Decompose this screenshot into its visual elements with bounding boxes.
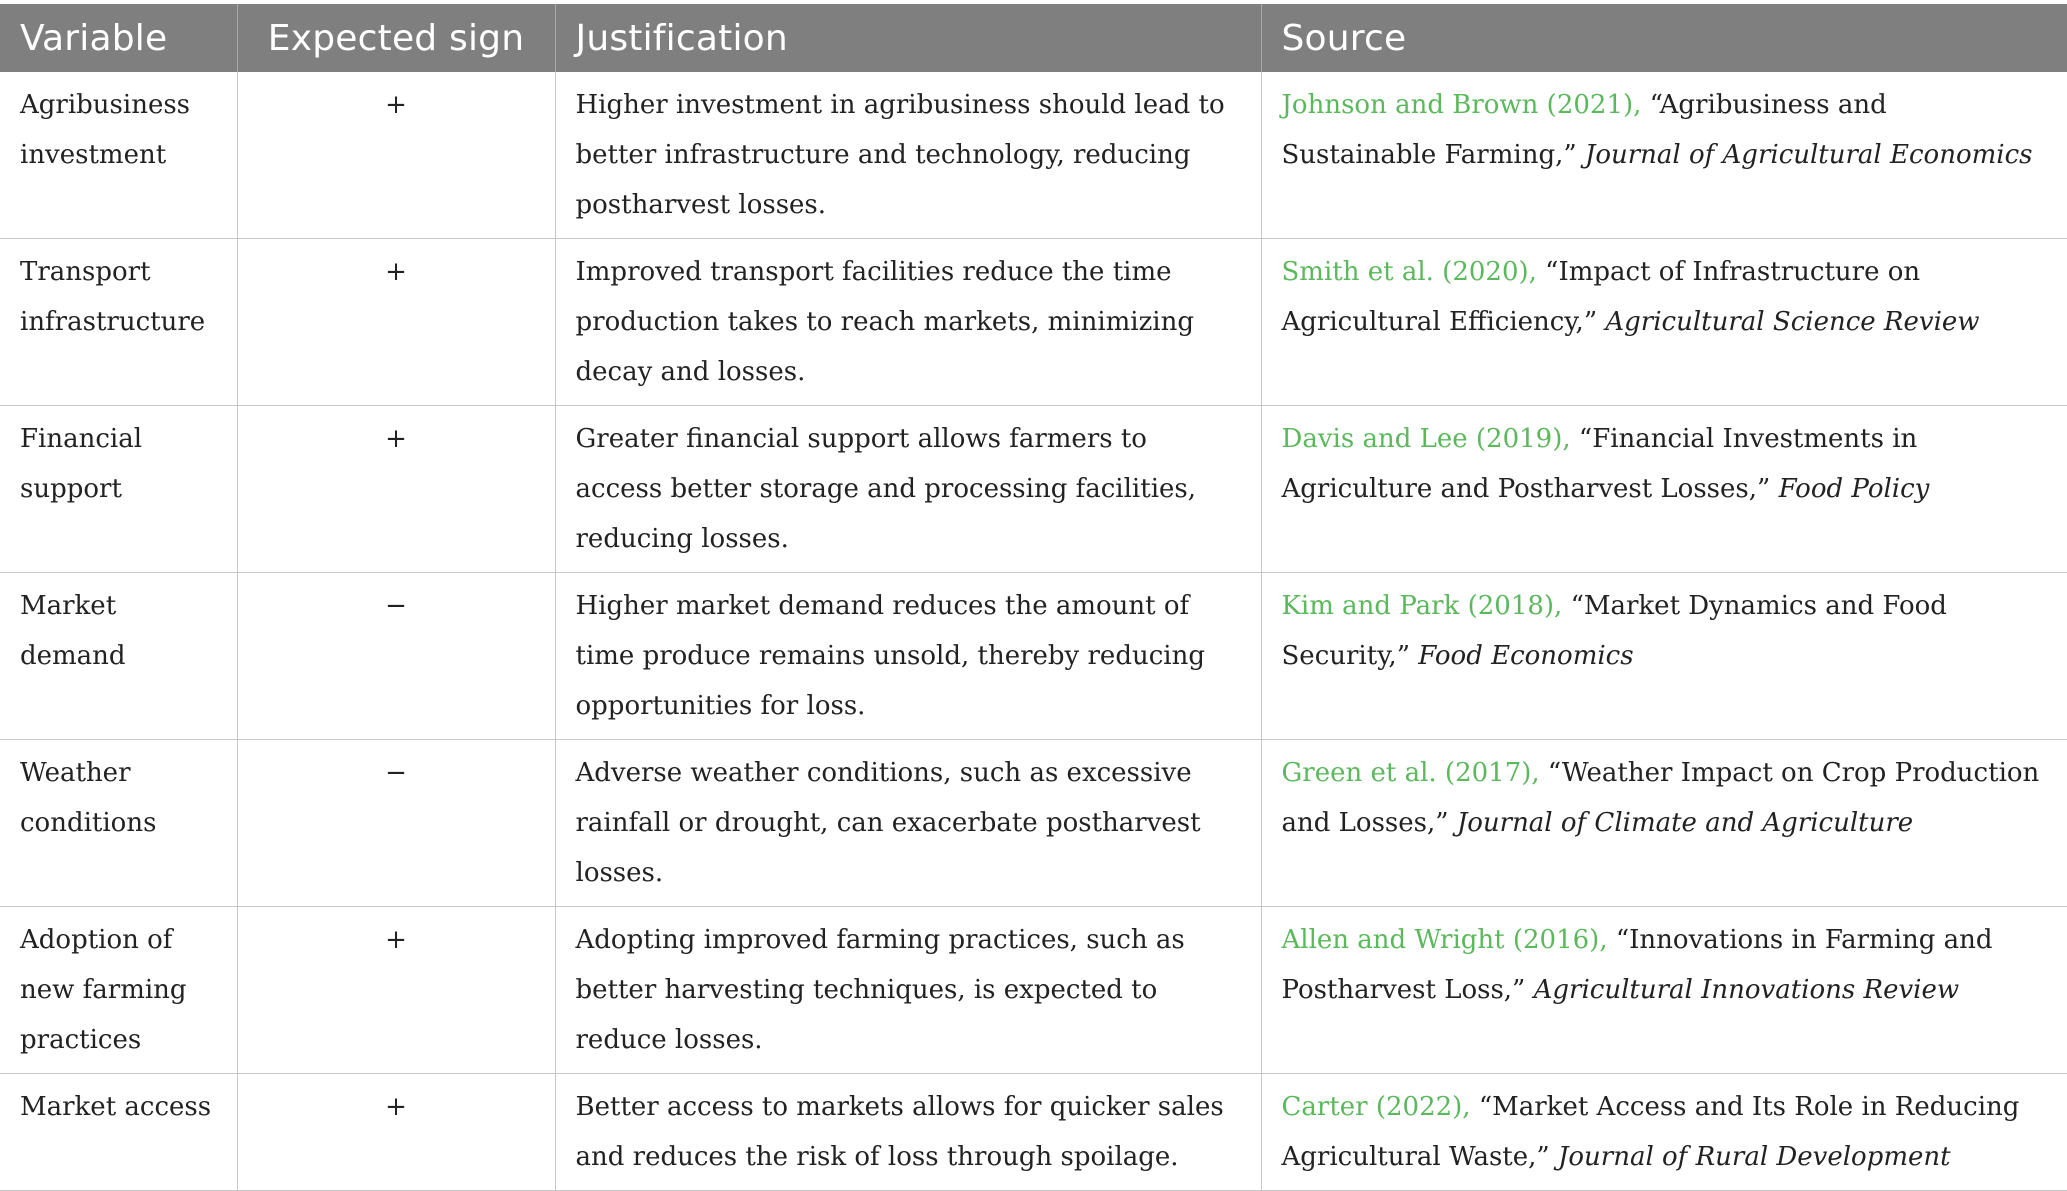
header-source: Source [1261, 4, 2067, 72]
citation-link[interactable]: Kim and Park (2018), [1281, 591, 1563, 621]
citation-link[interactable]: Davis and Lee (2019), [1281, 424, 1571, 454]
source-journal: Agricultural Science Review [1605, 307, 1980, 337]
source-title: “Market Dynamics and Food Security,” [1281, 591, 1947, 671]
source-journal: Food Policy [1778, 474, 1930, 504]
justification-cell: Greater financial support allows farmers to access better storage and processing facilities, reducing losses. [555, 406, 1261, 573]
citation-link[interactable]: Green et al. (2017), [1281, 758, 1540, 788]
source-title: “Financial Investments in Agriculture and Postharvest Losses,” [1281, 424, 1918, 504]
citation-link[interactable]: Carter (2022), [1281, 1092, 1471, 1122]
source-cell [1261, 406, 2067, 573]
source-cell [1261, 1074, 2067, 1191]
citation-link[interactable]: Smith et al. (2020), [1281, 257, 1537, 287]
source-journal: Food Economics [1418, 641, 1634, 671]
sign-cell: + [237, 907, 555, 1074]
variable-cell: Market demand [0, 573, 237, 740]
table-row [0, 907, 2067, 1074]
header-expected-sign: Expected sign [237, 4, 555, 72]
citation-link[interactable]: Allen and Wright (2016), [1281, 925, 1608, 955]
table-row [0, 740, 2067, 907]
source-cell [1261, 573, 2067, 740]
source-title: “Impact of Infrastructure on Agricultural Efficiency,” [1281, 257, 1921, 337]
sign-cell: + [237, 1074, 555, 1191]
justification-cell: Higher investment in agribusiness should lead to better infrastructure and technology, reducing postharvest losses. [555, 72, 1261, 239]
sign-cell: + [237, 406, 555, 573]
header-justification: Justification [555, 4, 1261, 72]
variable-cell: Transport infrastructure [0, 239, 237, 406]
source-title: “Innovations in Farming and Postharvest Loss,” [1281, 925, 1993, 1005]
sign-cell: − [237, 573, 555, 740]
table-row [0, 239, 2067, 406]
table-row [0, 406, 2067, 573]
source-journal: Journal of Agricultural Economics [1584, 140, 2033, 170]
source-cell [1261, 72, 2067, 239]
variables-table [0, 4, 2067, 1191]
source-cell [1261, 239, 2067, 406]
source-cell [1261, 907, 2067, 1074]
table-row [0, 72, 2067, 239]
justification-cell: Adopting improved farming practices, such as better harvesting techniques, is expected to reduce losses. [555, 907, 1261, 1074]
source-cell [1261, 740, 2067, 907]
sign-cell: + [237, 239, 555, 406]
variable-cell: Financial support [0, 406, 237, 573]
source-title: “Market Access and Its Role in Reducing Agricultural Waste,” [1281, 1092, 2020, 1172]
source-title: “Weather Impact on Crop Production and Losses,” [1281, 758, 2040, 838]
citation-link[interactable]: Johnson and Brown (2021), [1281, 90, 1642, 120]
justification-cell: Better access to markets allows for quicker sales and reduces the risk of loss through spoilage. [555, 1074, 1261, 1191]
table-row [0, 1074, 2067, 1191]
source-journal: Agricultural Innovations Review [1533, 975, 1960, 1005]
variable-cell: Agribusiness investment [0, 72, 237, 239]
source-title: “Agribusiness and Sustainable Farming,” [1281, 90, 1887, 170]
variable-cell: Market access [0, 1074, 237, 1191]
header-row [0, 4, 2067, 72]
sign-cell: + [237, 72, 555, 239]
variable-cell: Adoption of new farming practices [0, 907, 237, 1074]
variables-table-container [0, 4, 2067, 1191]
justification-cell: Higher market demand reduces the amount of time produce remains unsold, thereby reducing opportunities for loss. [555, 573, 1261, 740]
sign-cell: − [237, 740, 555, 907]
source-journal: Journal of Climate and Agriculture [1456, 808, 1914, 838]
variable-cell: Weather conditions [0, 740, 237, 907]
table-row [0, 573, 2067, 740]
justification-cell: Adverse weather conditions, such as excessive rainfall or drought, can exacerbate postharvest losses. [555, 740, 1261, 907]
header-variable: Variable [0, 4, 237, 72]
source-journal: Journal of Rural Development [1557, 1142, 1951, 1172]
justification-cell: Improved transport facilities reduce the time production takes to reach markets, minimizing decay and losses. [555, 239, 1261, 406]
